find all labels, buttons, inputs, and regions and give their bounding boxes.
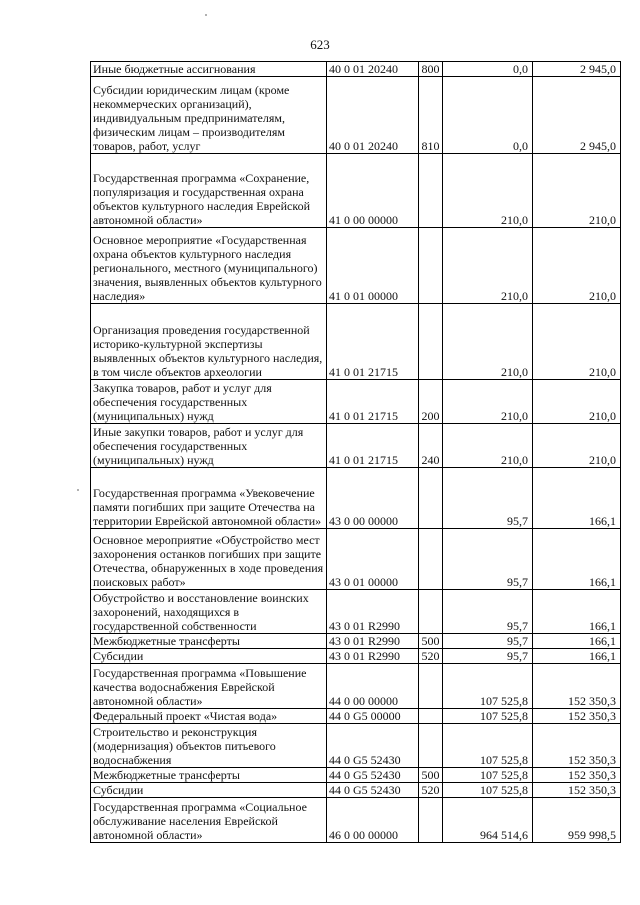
row-value-2021-cell: 95,7 xyxy=(443,634,533,649)
row-code-cell: 41 0 01 21715 xyxy=(327,304,419,380)
row-value-2022-cell: 152 350,3 xyxy=(533,709,621,724)
row-name-cell: Субсидии xyxy=(91,649,327,664)
row-name-cell: Иные бюджетные ассигнования xyxy=(91,62,327,77)
row-code-cell: 43 0 01 R2990 xyxy=(327,634,419,649)
page-number: 623 xyxy=(310,37,330,52)
row-name-cell: Обустройство и восстановление воинских захоронений, находящихся в государственной собственности xyxy=(91,590,327,634)
table-row xyxy=(91,649,621,664)
table-row xyxy=(91,424,621,468)
row-value-2022-cell: 959 998,5 xyxy=(533,798,621,843)
row-name-cell: Межбюджетные трансферты xyxy=(91,634,327,649)
row-value-2022-cell: 210,0 xyxy=(533,424,621,468)
row-value-2021-cell: 210,0 xyxy=(443,424,533,468)
table-row xyxy=(91,228,621,304)
table-row xyxy=(91,709,621,724)
row-vr-cell: 810 xyxy=(419,77,443,154)
row-vr-cell xyxy=(419,304,443,380)
table-row xyxy=(91,380,621,424)
row-vr-cell xyxy=(419,468,443,529)
row-value-2021-cell: 107 525,8 xyxy=(443,768,533,783)
row-code-cell: 46 0 00 00000 xyxy=(327,798,419,843)
row-value-2022-cell: 210,0 xyxy=(533,154,621,228)
row-code-cell: 43 0 01 00000 xyxy=(327,529,419,590)
row-name-cell: Федеральный проект «Чистая вода» xyxy=(91,709,327,724)
table-row xyxy=(91,783,621,798)
table-row xyxy=(91,590,621,634)
row-vr-cell: 520 xyxy=(419,649,443,664)
row-value-2021-cell: 0,0 xyxy=(443,62,533,77)
row-value-2022-cell: 2 945,0 xyxy=(533,62,621,77)
row-name-cell: Основное мероприятие «Обустройство мест захоронения останков погибших при защите Отечества, обнаруженных в ходе проведения поисковых работ» xyxy=(91,529,327,590)
row-vr-cell: 500 xyxy=(419,768,443,783)
row-value-2021-cell: 210,0 xyxy=(443,380,533,424)
row-name-cell: Основное мероприятие «Государственная охрана объектов культурного наследия регионального, местного (муниципального) значения, выявленных объектов культурного наследия» xyxy=(91,228,327,304)
row-name-cell: Организация проведения государственной историко-культурной экспертизы выявленных объектов культурного наследия, в том числе объектов археологии xyxy=(91,304,327,380)
row-value-2021-cell: 0,0 xyxy=(443,77,533,154)
row-value-2022-cell: 210,0 xyxy=(533,304,621,380)
row-name-cell: Государственная программа «Сохранение, популяризация и государственная охрана объектов культурного наследия Еврейской автономной области» xyxy=(91,154,327,228)
row-name-cell: Субсидии xyxy=(91,783,327,798)
row-vr-cell xyxy=(419,154,443,228)
row-value-2021-cell: 964 514,6 xyxy=(443,798,533,843)
row-value-2021-cell: 95,7 xyxy=(443,529,533,590)
row-code-cell: 41 0 00 00000 xyxy=(327,154,419,228)
row-value-2021-cell: 95,7 xyxy=(443,590,533,634)
table-row xyxy=(91,768,621,783)
row-code-cell: 41 0 01 00000 xyxy=(327,228,419,304)
row-vr-cell xyxy=(419,798,443,843)
row-value-2021-cell: 95,7 xyxy=(443,468,533,529)
row-value-2022-cell: 210,0 xyxy=(533,228,621,304)
table-row xyxy=(91,77,621,154)
row-code-cell: 43 0 01 R2990 xyxy=(327,590,419,634)
row-value-2022-cell: 152 350,3 xyxy=(533,768,621,783)
scan-speck xyxy=(77,489,79,491)
table-row xyxy=(91,468,621,529)
row-value-2021-cell: 107 525,8 xyxy=(443,783,533,798)
row-vr-cell: 200 xyxy=(419,380,443,424)
row-value-2022-cell: 166,1 xyxy=(533,529,621,590)
row-name-cell: Государственная программа «Социальное обслуживание населения Еврейской автономной области» xyxy=(91,798,327,843)
row-code-cell: 44 0 00 00000 xyxy=(327,664,419,709)
row-name-cell: Межбюджетные трансферты xyxy=(91,768,327,783)
row-vr-cell: 520 xyxy=(419,783,443,798)
table-row xyxy=(91,529,621,590)
table-row xyxy=(91,664,621,709)
table-row xyxy=(91,634,621,649)
row-value-2021-cell: 95,7 xyxy=(443,649,533,664)
row-value-2022-cell: 152 350,3 xyxy=(533,664,621,709)
row-name-cell: Государственная программа «Увековечение памяти погибших при защите Отечества на территории Еврейской автономной области» xyxy=(91,468,327,529)
row-value-2022-cell: 166,1 xyxy=(533,649,621,664)
row-value-2022-cell: 210,0 xyxy=(533,380,621,424)
row-value-2021-cell: 107 525,8 xyxy=(443,709,533,724)
row-code-cell: 43 0 01 R2990 xyxy=(327,649,419,664)
row-value-2022-cell: 166,1 xyxy=(533,468,621,529)
table-row xyxy=(91,798,621,843)
row-vr-cell: 500 xyxy=(419,634,443,649)
row-code-cell: 40 0 01 20240 xyxy=(327,77,419,154)
row-vr-cell: 800 xyxy=(419,62,443,77)
row-code-cell: 40 0 01 20240 xyxy=(327,62,419,77)
row-name-cell: Строительство и реконструкция (модернизация) объектов питьевого водоснабжения xyxy=(91,724,327,768)
table-row xyxy=(91,154,621,228)
row-vr-cell xyxy=(419,590,443,634)
row-code-cell: 44 0 G5 52430 xyxy=(327,783,419,798)
row-vr-cell xyxy=(419,228,443,304)
scan-speck xyxy=(205,14,207,16)
row-name-cell: Закупка товаров, работ и услуг для обеспечения государственных (муниципальных) нужд xyxy=(91,380,327,424)
row-value-2022-cell: 166,1 xyxy=(533,634,621,649)
row-code-cell: 43 0 00 00000 xyxy=(327,468,419,529)
row-code-cell: 41 0 01 21715 xyxy=(327,380,419,424)
row-vr-cell xyxy=(419,724,443,768)
row-name-cell: Субсидии юридическим лицам (кроме некоммерческих организаций), индивидуальным предпринимателям, физическим лицам – производителям товаров, работ, услуг xyxy=(91,77,327,154)
row-vr-cell xyxy=(419,664,443,709)
row-value-2022-cell: 152 350,3 xyxy=(533,724,621,768)
row-value-2021-cell: 210,0 xyxy=(443,304,533,380)
row-value-2021-cell: 210,0 xyxy=(443,154,533,228)
table-row xyxy=(91,304,621,380)
row-value-2022-cell: 166,1 xyxy=(533,590,621,634)
row-vr-cell xyxy=(419,709,443,724)
row-vr-cell xyxy=(419,529,443,590)
table-row xyxy=(91,724,621,768)
row-code-cell: 44 0 G5 52430 xyxy=(327,724,419,768)
row-value-2021-cell: 107 525,8 xyxy=(443,664,533,709)
budget-table xyxy=(90,61,621,843)
row-name-cell: Иные закупки товаров, работ и услуг для обеспечения государственных (муниципальных) нужд xyxy=(91,424,327,468)
budget-table-body xyxy=(91,62,621,843)
row-code-cell: 41 0 01 21715 xyxy=(327,424,419,468)
row-vr-cell: 240 xyxy=(419,424,443,468)
row-value-2022-cell: 152 350,3 xyxy=(533,783,621,798)
row-code-cell: 44 0 G5 00000 xyxy=(327,709,419,724)
row-name-cell: Государственная программа «Повышение качества водоснабжения Еврейской автономной области» xyxy=(91,664,327,709)
table-row xyxy=(91,62,621,77)
row-value-2021-cell: 210,0 xyxy=(443,228,533,304)
row-value-2022-cell: 2 945,0 xyxy=(533,77,621,154)
row-value-2021-cell: 107 525,8 xyxy=(443,724,533,768)
row-code-cell: 44 0 G5 52430 xyxy=(327,768,419,783)
